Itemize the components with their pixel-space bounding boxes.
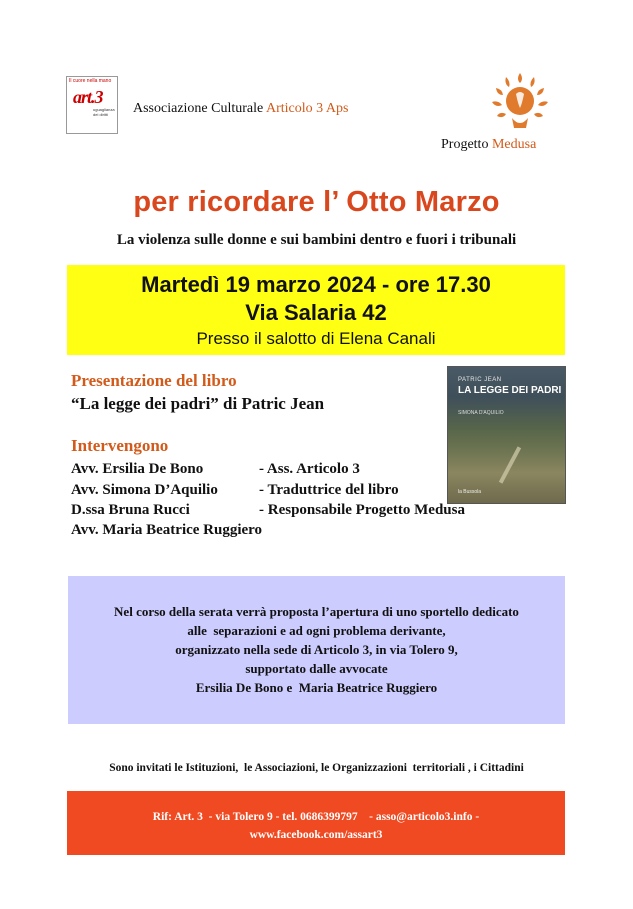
cover-author: PATRIC JEAN bbox=[458, 377, 502, 383]
speaker-role: - Ass. Articolo 3 bbox=[259, 461, 360, 477]
cover-road-illustration bbox=[499, 446, 521, 483]
speakers-heading: Intervengono bbox=[71, 436, 169, 455]
page-subtitle: La violenza sulle donne e sui bambini dentro e fuori i tribunali bbox=[116, 232, 517, 248]
book-title-line: “La legge dei padri” di Patric Jean bbox=[71, 394, 325, 413]
footer-facebook-link[interactable]: www.facebook.com/assart3 bbox=[249, 829, 383, 841]
notice-line: Ersilia De Bono e Maria Beatrice Ruggiero bbox=[195, 680, 438, 695]
notice-line: alle separazioni e ad ogni problema derivante, bbox=[187, 623, 446, 638]
event-address: Via Salaria 42 bbox=[245, 300, 387, 325]
cover-title: LA LEGGE DEI PADRI bbox=[458, 385, 562, 396]
speaker-name: D.ssa Bruna Rucci bbox=[71, 502, 190, 518]
logo-tagline: Il cuore nella mano bbox=[69, 78, 112, 84]
event-date-time: Martedì 19 marzo 2024 - ore 17.30 bbox=[141, 272, 491, 297]
logo-mark: art.3 bbox=[73, 87, 103, 107]
notice-line: organizzato nella sede di Articolo 3, in via Tolero 9, bbox=[175, 642, 458, 657]
logo-subtext: uguaglianza dei diritti bbox=[93, 107, 115, 117]
medusa-logo-icon bbox=[490, 70, 550, 132]
articolo3-logo bbox=[66, 76, 118, 134]
speaker-role: - Responsabile Progetto Medusa bbox=[259, 502, 465, 518]
association-prefix: Associazione Culturale bbox=[133, 101, 264, 116]
event-venue: Presso il salotto di Elena Canali bbox=[196, 329, 436, 348]
footer-box bbox=[67, 791, 565, 855]
page-title: per ricordare l’ Otto Marzo bbox=[133, 186, 500, 218]
speaker-name: Avv. Maria Beatrice Ruggiero bbox=[71, 522, 263, 538]
invitation-text: Sono invitati le Istituzioni, le Associazioni, le Organizzazioni territoriali , i Cittadini bbox=[109, 762, 524, 774]
notice-text bbox=[68, 602, 565, 697]
cover-publisher: la Bussola bbox=[458, 489, 482, 495]
book-heading: Presentazione del libro bbox=[71, 371, 237, 390]
notice-line: Nel corso della serata verrà proposta l’apertura di uno sportello dedicato bbox=[114, 604, 519, 619]
association-name bbox=[133, 101, 348, 117]
progetto-medusa-label bbox=[441, 137, 536, 153]
speaker-role: - Traduttrice del libro bbox=[259, 482, 399, 498]
cover-translator: SIMONA D'AQUILIO bbox=[458, 410, 504, 416]
book-cover-image bbox=[447, 366, 566, 504]
association-title: Articolo 3 Aps bbox=[265, 101, 349, 116]
speaker-name: Avv. Simona D’Aquilio bbox=[71, 482, 218, 498]
progetto-name: Medusa bbox=[491, 137, 537, 152]
progetto-prefix: Progetto bbox=[441, 137, 489, 152]
speaker-name: Avv. Ersilia De Bono bbox=[71, 461, 204, 477]
footer-contacts: Rif: Art. 3 - via Tolero 9 - tel. 0686399797 - asso@articolo3.info - bbox=[152, 811, 480, 823]
notice-line: supportato dalle avvocate bbox=[245, 661, 388, 676]
